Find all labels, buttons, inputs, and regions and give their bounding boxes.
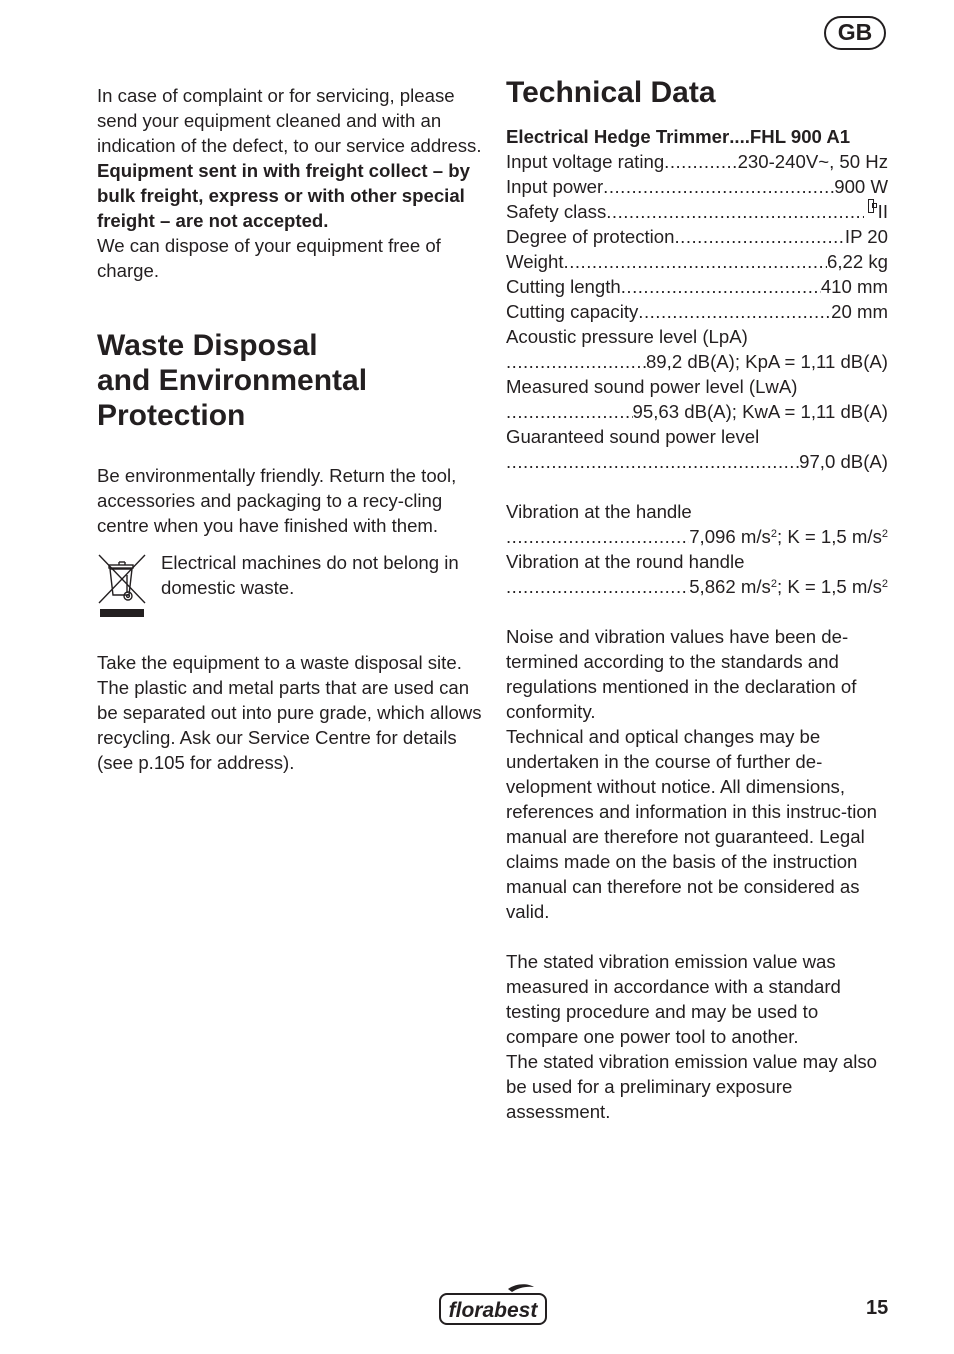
vibration-handle-label: Vibration at the handle	[506, 501, 692, 522]
technical-data-heading: Technical Data	[506, 76, 716, 109]
spec-row-input-voltage: Input voltage rating ..... 230-240V~, 50 Hz	[506, 149, 888, 174]
dispose-paragraph: We can dispose of your equipment free of charge.	[97, 235, 441, 281]
noise-paragraph: Noise and vibration values have been de-termined according to the standards and regulations mentioned in the declaration of conformity.	[506, 626, 857, 722]
complaint-paragraph: In case of complaint or for servicing, please send your equipment cleaned and with an indication of the defect, to our service address.	[97, 85, 482, 156]
freight-notice: Equipment sent in with freight collect – by bulk freight, express or with other special freight – are not accepted.	[97, 160, 470, 231]
florabest-logo	[438, 1283, 548, 1327]
weee-notice	[97, 550, 482, 625]
spec-row-degree-protection: Degree of protection ..... IP 20	[506, 224, 888, 249]
emission-paragraph-1: The stated vibration emission value was measured in accordance with a standard testing procedure and may be used to compare one power tool to another.	[506, 951, 841, 1047]
spec-row-cutting-length: Cutting length ..... 410 mm	[506, 274, 888, 299]
crossed-out-wheelie-bin-icon	[97, 553, 147, 619]
spec-row-cutting-capacity: Cutting capacity ..... 20 mm	[506, 299, 888, 324]
product-row: Electrical Hedge Trimmer .... FHL 900 A1	[506, 126, 851, 147]
environment-paragraph: Be environmentally friendly. Return the tool, accessories and packaging to a recy-cling centre when you have finished with them.	[97, 465, 457, 536]
measured-sound-label: Measured sound power level (LwA)	[506, 376, 798, 397]
spec-row-input-power: Input power ..... 900 W	[506, 174, 888, 199]
vibration-round-handle-label: Vibration at the round handle	[506, 551, 745, 572]
guaranteed-sound-label: Guaranteed sound power level	[506, 426, 760, 447]
recycling-paragraph: Take the equipment to a waste disposal site. The plastic and metal parts that are used can be separated out into pure grade, which allows recycling. Ask our Service Centre for details (see p.105 for address).	[97, 652, 482, 773]
protection-class-ii-icon	[868, 199, 873, 213]
vibration-round-handle-value-row: ..... 5,862 $m/s^2$; K = 1,5 $m/s^2$	[506, 574, 888, 599]
measured-sound-value-row: ..... 95,63 dB(A); KwA = 1,11 dB(A)	[506, 399, 888, 424]
acoustic-label: Acoustic pressure level (LpA)	[506, 326, 748, 347]
weee-text: Electrical machines do not belong in domestic waste.	[161, 552, 459, 598]
svg-text:florabest: florabest	[448, 1299, 538, 1322]
page-number: 15	[866, 1297, 889, 1319]
vibration-handle-value-row: ..... 7,096 $m/s^2$; K = 1,5 $m/s^2$	[506, 524, 888, 549]
emission-paragraph-2: The stated vibration emission value may also be used for a preliminary exposure assessment.	[506, 1051, 878, 1122]
changes-paragraph: Technical and optical changes may be undertaken in the course of further de-velopment without notice. All dimensions, references and information in this instruc-tion manual are therefore not guaranteed. Legal claims made on the basis of the instruction manual can therefore not be considered as valid.	[506, 726, 878, 922]
guaranteed-sound-value-row: ..... 97,0 dB(A)	[506, 449, 888, 474]
spec-row-safety-class: Safety class ..... II	[506, 199, 888, 224]
right-column	[506, 76, 888, 1124]
waste-disposal-heading: Waste Disposal and Environmental Protection	[97, 329, 368, 432]
spec-row-weight: Weight ..... 6,22 kg	[506, 249, 888, 274]
left-column	[97, 83, 482, 775]
acoustic-value-row: ..... 89,2 dB(A); KpA = 1,11 dB(A)	[506, 349, 888, 374]
language-badge: GB	[824, 16, 886, 50]
